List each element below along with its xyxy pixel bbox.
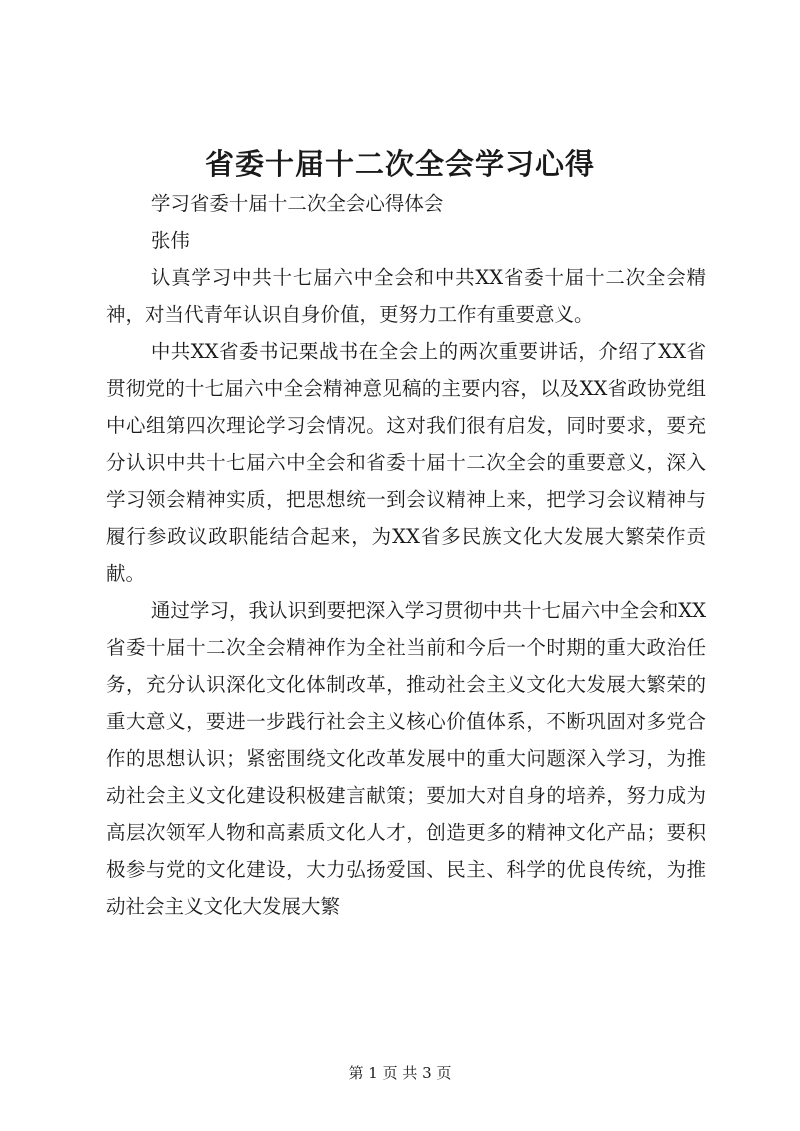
paragraph: 认真学习中共十七届六中全会和中共XX省委十届十二次全会精神，对当代青年认识自身价值，更努力工作有重要意义。 bbox=[106, 266, 706, 326]
subtitle: 学习省委十届十二次全会心得体会 bbox=[150, 192, 444, 215]
document-body bbox=[106, 185, 706, 925]
page-number-footer: 第 1 页 共 3 页 bbox=[348, 1064, 452, 1082]
author: 张伟 bbox=[150, 229, 190, 252]
page-title: 省委十届十二次全会学习心得 bbox=[204, 147, 595, 181]
paragraph: 中共XX省委书记栗战书在全会上的两次重要讲话，介绍了XX省贯彻党的十七届六中全会精神意见稿的主要内容，以及XX省政协党组中心组第四次理论学习会情况。这对我们很有启发，同时要求，要充分认识中共十七届六中全会和省委十届十二次全会的重要意义，深入学习领会精神实质，把思想统一到会议精神上来，把学习会议精神与履行参政议政职能结合起来，为XX省多民族文化大发展大繁荣作贡献。 bbox=[106, 340, 706, 585]
paragraph: 通过学习，我认识到要把深入学习贯彻中共十七届六中全会和XX省委十届十二次全会精神作为全社当前和今后一个时期的重大政治任务，充分认识深化文化体制改革，推动社会主义文化大发展大繁荣的重大意义，要进一步践行社会主义核心价值体系，不断巩固对多党合作的思想认识；紧密围绕文化改革发展中的重大问题深入学习，为推动社会主义文化建设积极建言献策；要加大对自身的培养，努力成为高层次领军人物和高素质文化人才，创造更多的精神文化产品；要积极参与党的文化建设，大力弘扬爱国、民主、科学的优良传统，为推动社会主义文化大发展大繁 bbox=[106, 599, 706, 918]
